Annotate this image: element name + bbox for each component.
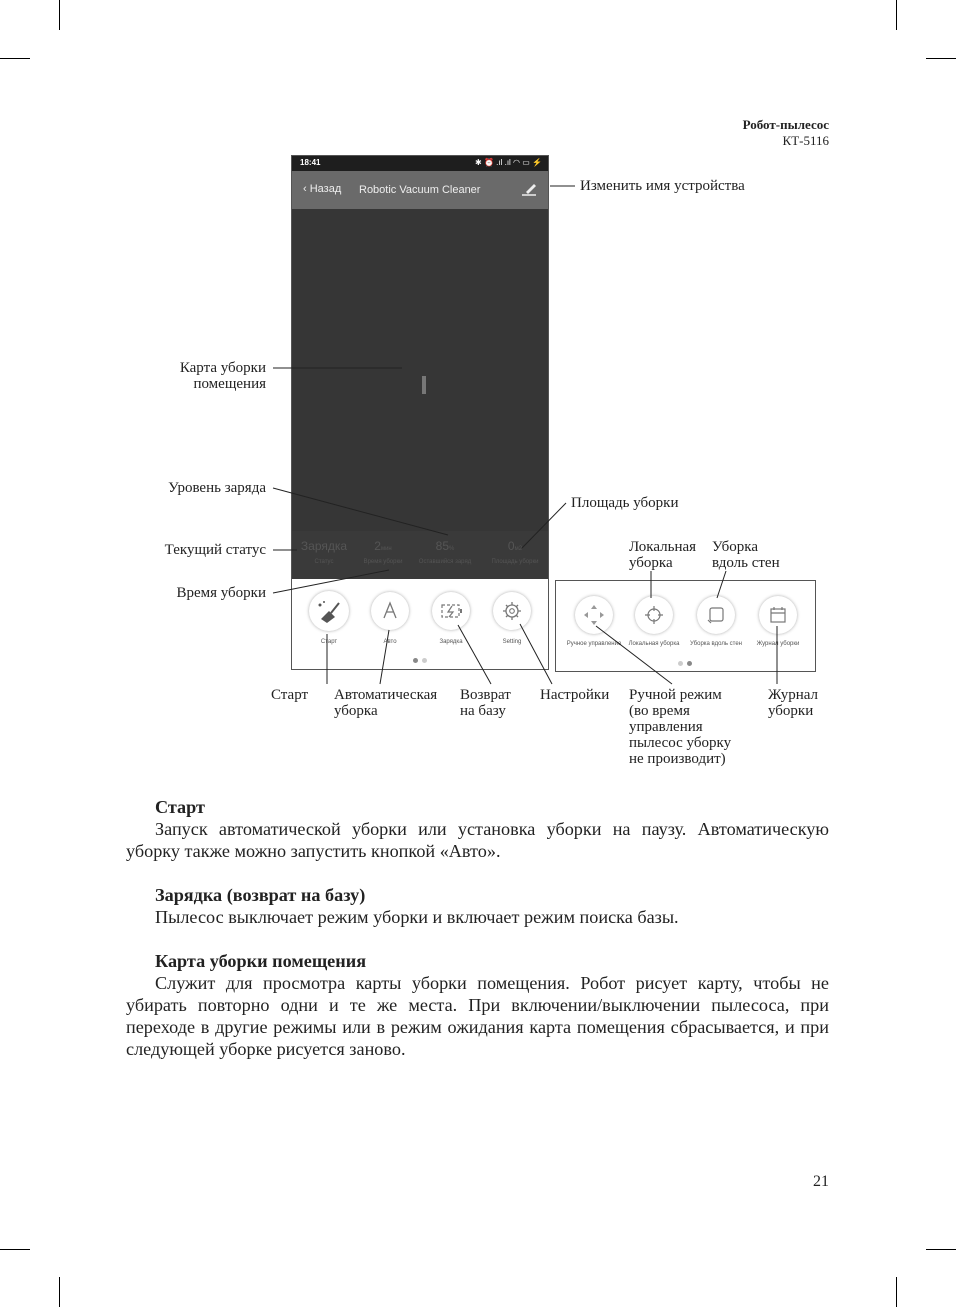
stat-unit: м2 <box>514 546 523 552</box>
section-text-map <box>126 972 829 1060</box>
callout-manual <box>629 687 731 767</box>
journal-label: Журнал уборки <box>756 641 800 647</box>
callout-line: уборка <box>334 703 378 719</box>
section-heading-start: Старт <box>155 797 205 817</box>
callout-battery: Уровень заряда <box>168 480 266 496</box>
charge-label: Зарядка <box>439 639 463 645</box>
callout-line: Автоматическая <box>334 687 438 703</box>
callout-line: Локальная <box>629 539 697 555</box>
chevron-left-icon: ‹ <box>303 183 307 195</box>
paragraph: Служит для просмотра карты уборки помещения. Робот рисует карту, чтобы не убирать повторно одни и те же места. При включении/выключении пылесоса, при переходе в другие режимы или в режим ожидания карта помещения сбрасывается, и при следующей уборке рисуется заново. <box>126 973 829 1059</box>
wall-label: Уборка вдоль стен <box>689 641 742 647</box>
crop-mark <box>0 1249 30 1250</box>
stat-value: 0 <box>507 539 515 553</box>
manual-label: Ручное управление <box>566 641 622 647</box>
leader-line <box>380 630 389 684</box>
stat-unit: мин <box>380 546 392 552</box>
header-title: Робот-пылесос <box>742 117 829 132</box>
callout-line: Журнал <box>768 687 819 703</box>
callout-line: уборки <box>768 703 814 719</box>
settings-label: Setting <box>502 639 522 645</box>
callout-return <box>460 687 511 719</box>
callout-local <box>629 539 696 571</box>
callout-settings: Настройки <box>540 687 610 703</box>
callout-line: управления <box>629 719 703 735</box>
paragraph: Пылесос выключает режим уборки и включает режим поиска базы. <box>155 907 679 927</box>
back-label: Назад <box>309 183 342 195</box>
callout-start: Старт <box>271 687 309 703</box>
callout-auto <box>334 687 437 719</box>
stat-value: Зарядка <box>300 539 348 553</box>
callout-area: Площадь уборки <box>571 495 679 511</box>
callout-map <box>180 360 266 392</box>
stat-unit: % <box>449 546 455 552</box>
header-model: КТ-5116 <box>782 133 829 148</box>
paragraph: Запуск автоматической уборки или установка уборки на паузу. Автоматическую уборку также можно запустить кнопкой «Авто». <box>126 819 829 861</box>
crop-mark <box>896 1277 897 1307</box>
callout-line: (во время <box>629 703 690 719</box>
stat-value: 85 <box>435 539 449 553</box>
start-label: Старт <box>320 639 338 645</box>
stat-label: Статус <box>314 559 334 565</box>
callout-line: Ручной режим <box>629 687 722 703</box>
callout-journal <box>768 687 818 719</box>
leader-line <box>273 488 448 535</box>
callout-time: Время уборки <box>176 585 266 601</box>
leader-line <box>596 626 672 684</box>
callout-line: Возврат <box>460 687 511 703</box>
stat-label: Площадь уборки <box>491 559 539 565</box>
leader-line <box>520 624 552 684</box>
leader-line <box>273 570 389 593</box>
local-label: Локальная уборка <box>628 641 680 647</box>
callout-wall <box>712 539 780 571</box>
status-time: 18:41 <box>300 158 321 167</box>
status-icons: ✱ ⏰ .ıl .ıl ◠ ▭ ⚡ <box>475 158 542 167</box>
section-text-charge <box>126 906 829 928</box>
crop-mark <box>926 1249 956 1250</box>
callout-line: на базу <box>460 703 506 719</box>
callout-rename: Изменить имя устройства <box>580 178 745 194</box>
callout-line: не производит) <box>629 751 726 767</box>
callout-line: уборка <box>629 555 673 571</box>
callout-status: Текущий статус <box>164 542 266 558</box>
stat-value: 2 <box>374 539 381 553</box>
callout-line: вдоль стен <box>712 555 780 571</box>
section-heading-map: Карта уборки помещения <box>155 951 367 971</box>
page-number: 21 <box>813 1173 829 1190</box>
stat-label: Оставшийся заряд <box>418 559 472 565</box>
callout-line: помещения <box>193 376 266 392</box>
stat-label: Время уборки <box>363 559 403 565</box>
callout-line: пылесос уборку <box>629 735 732 751</box>
leader-line <box>717 571 726 598</box>
section-heading-charge: Зарядка (возврат на базу) <box>155 885 366 905</box>
leader-line <box>458 625 491 684</box>
callout-line: Уборка <box>712 539 759 555</box>
callout-line: Карта уборки <box>179 360 266 376</box>
device-name: Robotic Vacuum Cleaner <box>359 184 481 196</box>
auto-label: Авто <box>383 639 397 645</box>
section-text-start <box>126 818 829 862</box>
leader-line <box>522 503 566 548</box>
crop-mark <box>59 1277 60 1307</box>
